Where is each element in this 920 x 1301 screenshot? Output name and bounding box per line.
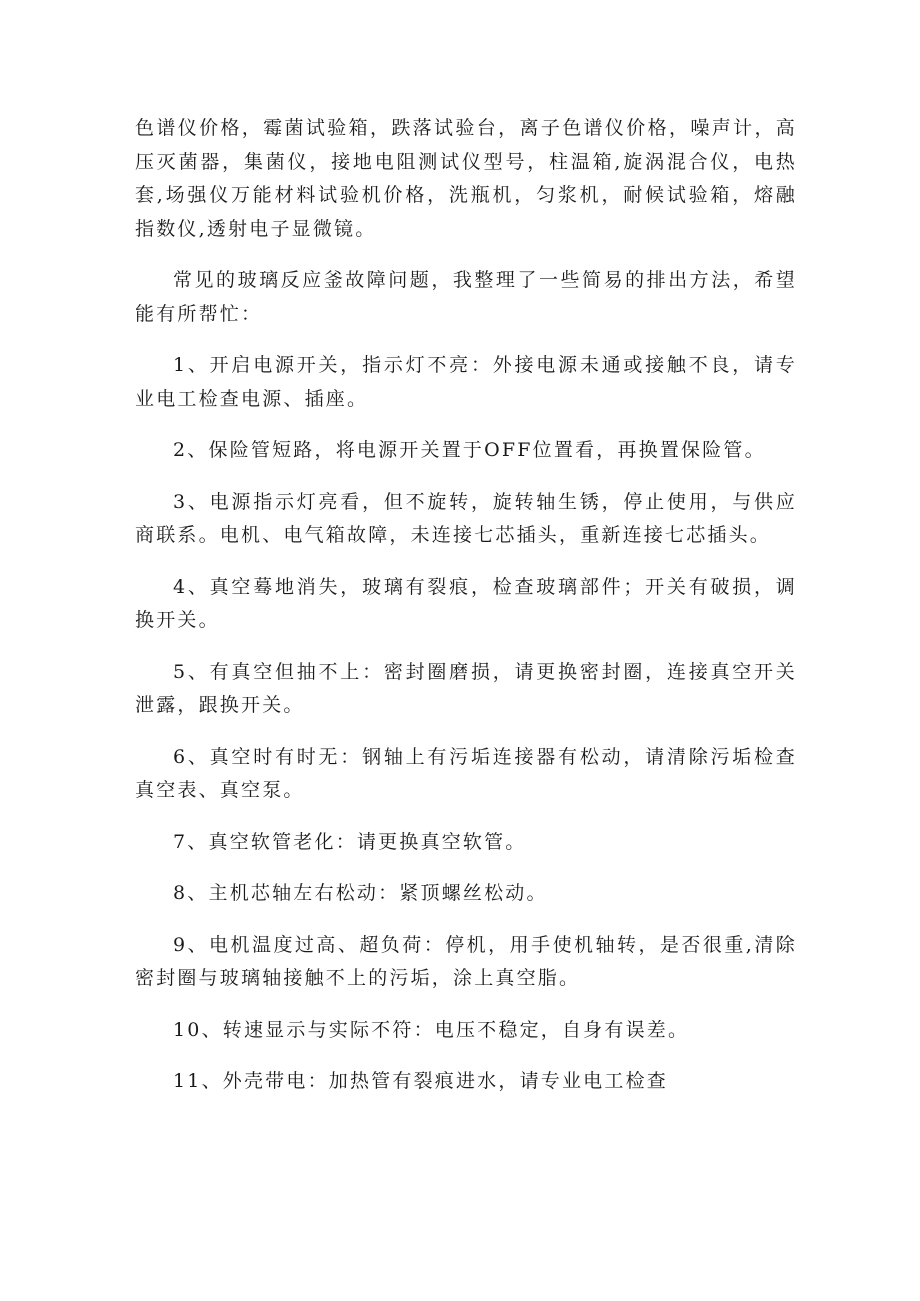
paragraph-item-1: 1、开启电源开关，指示灯不亮：外接电源未通或接触不良，请专业电工检查电源、插座。 [135, 354, 797, 410]
paragraph-item-3: 3、电源指示灯亮看，但不旋转，旋转轴生锈，停止使用，与供应商联系。电机、电气箱故障，未连接七芯插头，重新连接七芯插头。 [135, 490, 797, 546]
paragraph-equipment-list: 色谱仪价格，霉菌试验箱，跌落试验台，离子色谱仪价格，噪声计，高压灭菌器，集菌仪，接地电阻测试仪型号，柱温箱,旋涡混合仪，电热套,场强仪万能材料试验机价格，洗瓶机，匀浆机，耐候试验箱，熔融指数仪,透射电子显微镜。 [135, 117, 797, 240]
paragraph-item-7: 7、真空软管老化：请更换真空软管。 [173, 830, 527, 853]
paragraph-item-8: 8、主机芯轴左右松动：紧顶螺丝松动。 [173, 882, 548, 904]
paragraph-item-4: 4、真空蓦地消失，玻璃有裂痕，检查玻璃部件；开关有破损，调换开关。 [135, 575, 797, 631]
paragraph-item-10: 10、转速显示与实际不符：电压不稳定，自身有误差。 [173, 1018, 690, 1041]
paragraph-intro: 常见的玻璃反应釜故障问题，我整理了一些简易的排出方法，希望能有所帮忙： [135, 269, 797, 325]
paragraph-item-11: 11、外壳带电：加热管有裂痕进水，请专业电工检查 [173, 1070, 668, 1092]
paragraph-item-5: 5、有真空但抽不上：密封圈磨损，请更换密封圈，连接真空开关泄露，跟换开关。 [135, 660, 797, 716]
paragraph-item-9: 9、电机温度过高、超负荷：停机，用手使机轴转，是否很重,清除密封圈与玻璃轴接触不上的污垢，涂上真空脂。 [135, 933, 797, 989]
paragraph-item-2: 2、保险管短路，将电源开关置于OFF位置看，再换置保险管。 [173, 439, 766, 461]
document-body [135, 112, 797, 1117]
paragraph-item-6: 6、真空时有时无：钢轴上有污垢连接器有松动，请清除污垢检查真空表、真空泵。 [135, 745, 797, 801]
